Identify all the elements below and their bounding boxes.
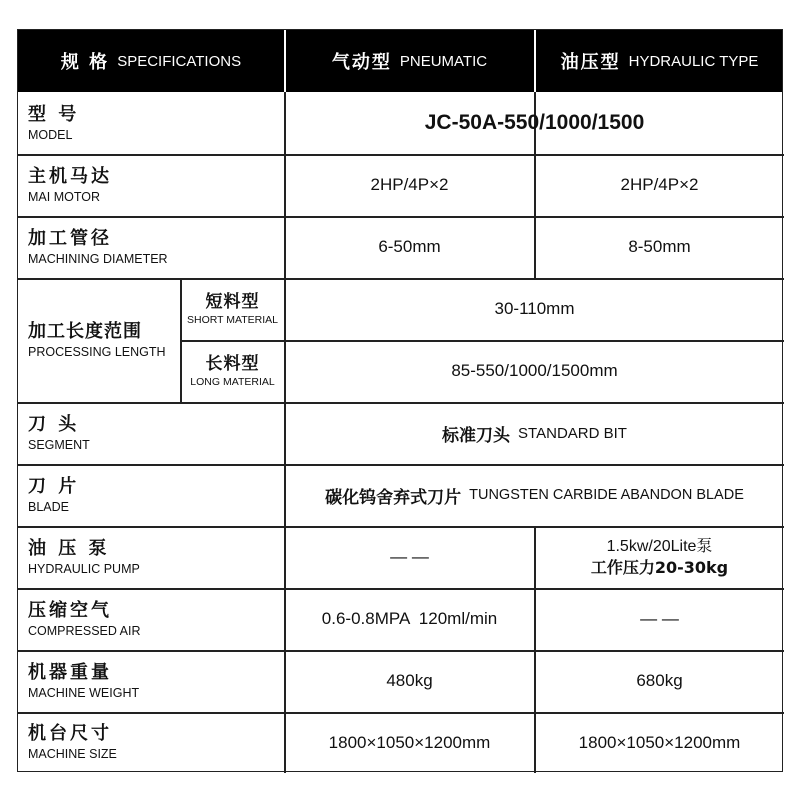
sublabel-en: SHORT MATERIAL [186,313,279,326]
header-spec-en: SPECIFICATIONS [117,52,242,70]
value-zh: 标准刀头 [442,425,511,446]
value-en: TUNGSTEN CARBIDE ABANDON BLADE [469,487,744,503]
value-blade [285,464,784,526]
header-pneumatic [285,30,534,92]
header-hydraulic-zh: 油压型 [560,52,621,73]
label-pump [18,526,284,588]
label-model [18,92,284,154]
value-line: 1.5kw/20Lite泵 [606,538,713,555]
label-blade [18,464,284,526]
label-processing-length [18,278,180,402]
label-en: COMPRESSED AIR [28,623,141,638]
sublabel-en: LONG MATERIAL [190,375,275,388]
value-model: JC-50A-550/1000/1500 [424,111,645,134]
header-specifications [18,30,284,92]
label-weight [18,650,284,712]
label-long-material [181,340,284,402]
value-line: 工作压力20-30kg [590,558,729,577]
label-en: MAI MOTOR [28,189,100,204]
label-motor [18,154,284,216]
label-compressed-air [18,588,284,650]
label-en: MACHINE WEIGHT [28,685,140,700]
label-zh: 型 号 [28,103,80,125]
label-en: MACHINING DIAMETER [28,251,168,266]
value-air-hydraulic: — — [640,609,679,628]
label-zh: 刀 头 [28,413,80,435]
header-spec-zh: 规 格 [60,52,110,73]
value-pump-pneumatic: — — [390,547,429,566]
header-hydraulic [535,30,784,92]
header-pneumatic-zh: 气动型 [331,52,392,73]
value-motor-hydraulic: 2HP/4P×2 [620,175,699,194]
value-long-length: 85-550/1000/1500mm [451,361,618,380]
value-diameter-hydraulic: 8-50mm [628,237,691,256]
header-hydraulic-en: HYDRAULIC TYPE [628,52,759,70]
value-pump-hydraulic [535,526,784,588]
value-segment [285,402,784,464]
label-short-material [181,278,284,340]
value-en: STANDARD BIT [518,424,627,442]
label-zh: 油 压 泵 [28,537,110,559]
label-en: MODEL [28,127,73,142]
label-zh: 加工长度范围 [28,320,142,342]
label-zh: 加工管径 [28,227,112,249]
value-weight-hydraulic: 680kg [636,671,683,690]
spec-table [17,29,783,772]
value-size-pneumatic: 1800×1050×1200mm [328,732,491,752]
label-segment [18,402,284,464]
sublabel-zh: 短料型 [205,291,260,312]
label-zh: 主机马达 [28,165,112,187]
value-diameter-pneumatic: 6-50mm [378,237,441,256]
sublabel-zh: 长料型 [205,353,260,374]
label-zh: 压缩空气 [28,599,112,621]
label-en: PROCESSING LENGTH [28,344,166,359]
value-weight-pneumatic: 480kg [386,671,433,690]
value-motor-pneumatic: 2HP/4P×2 [370,175,449,194]
value-short-length: 30-110mm [494,299,575,318]
label-size [18,712,284,773]
label-zh: 机台尺寸 [28,723,112,744]
label-zh: 机器重量 [28,661,112,683]
label-en: SEGMENT [28,437,90,452]
label-en: BLADE [28,499,69,514]
value-size-hydraulic: 1800×1050×1200mm [578,732,741,752]
label-en: MACHINE SIZE [28,747,117,761]
header-pneumatic-en: PNEUMATIC [399,52,488,70]
label-en: HYDRAULIC PUMP [28,561,140,576]
value-air-pneumatic: 0.6-0.8MPA 120ml/min [321,609,498,628]
label-zh: 刀 片 [28,475,80,497]
value-zh: 碳化钨舍弃式刀片 [325,487,462,508]
label-diameter [18,216,284,278]
